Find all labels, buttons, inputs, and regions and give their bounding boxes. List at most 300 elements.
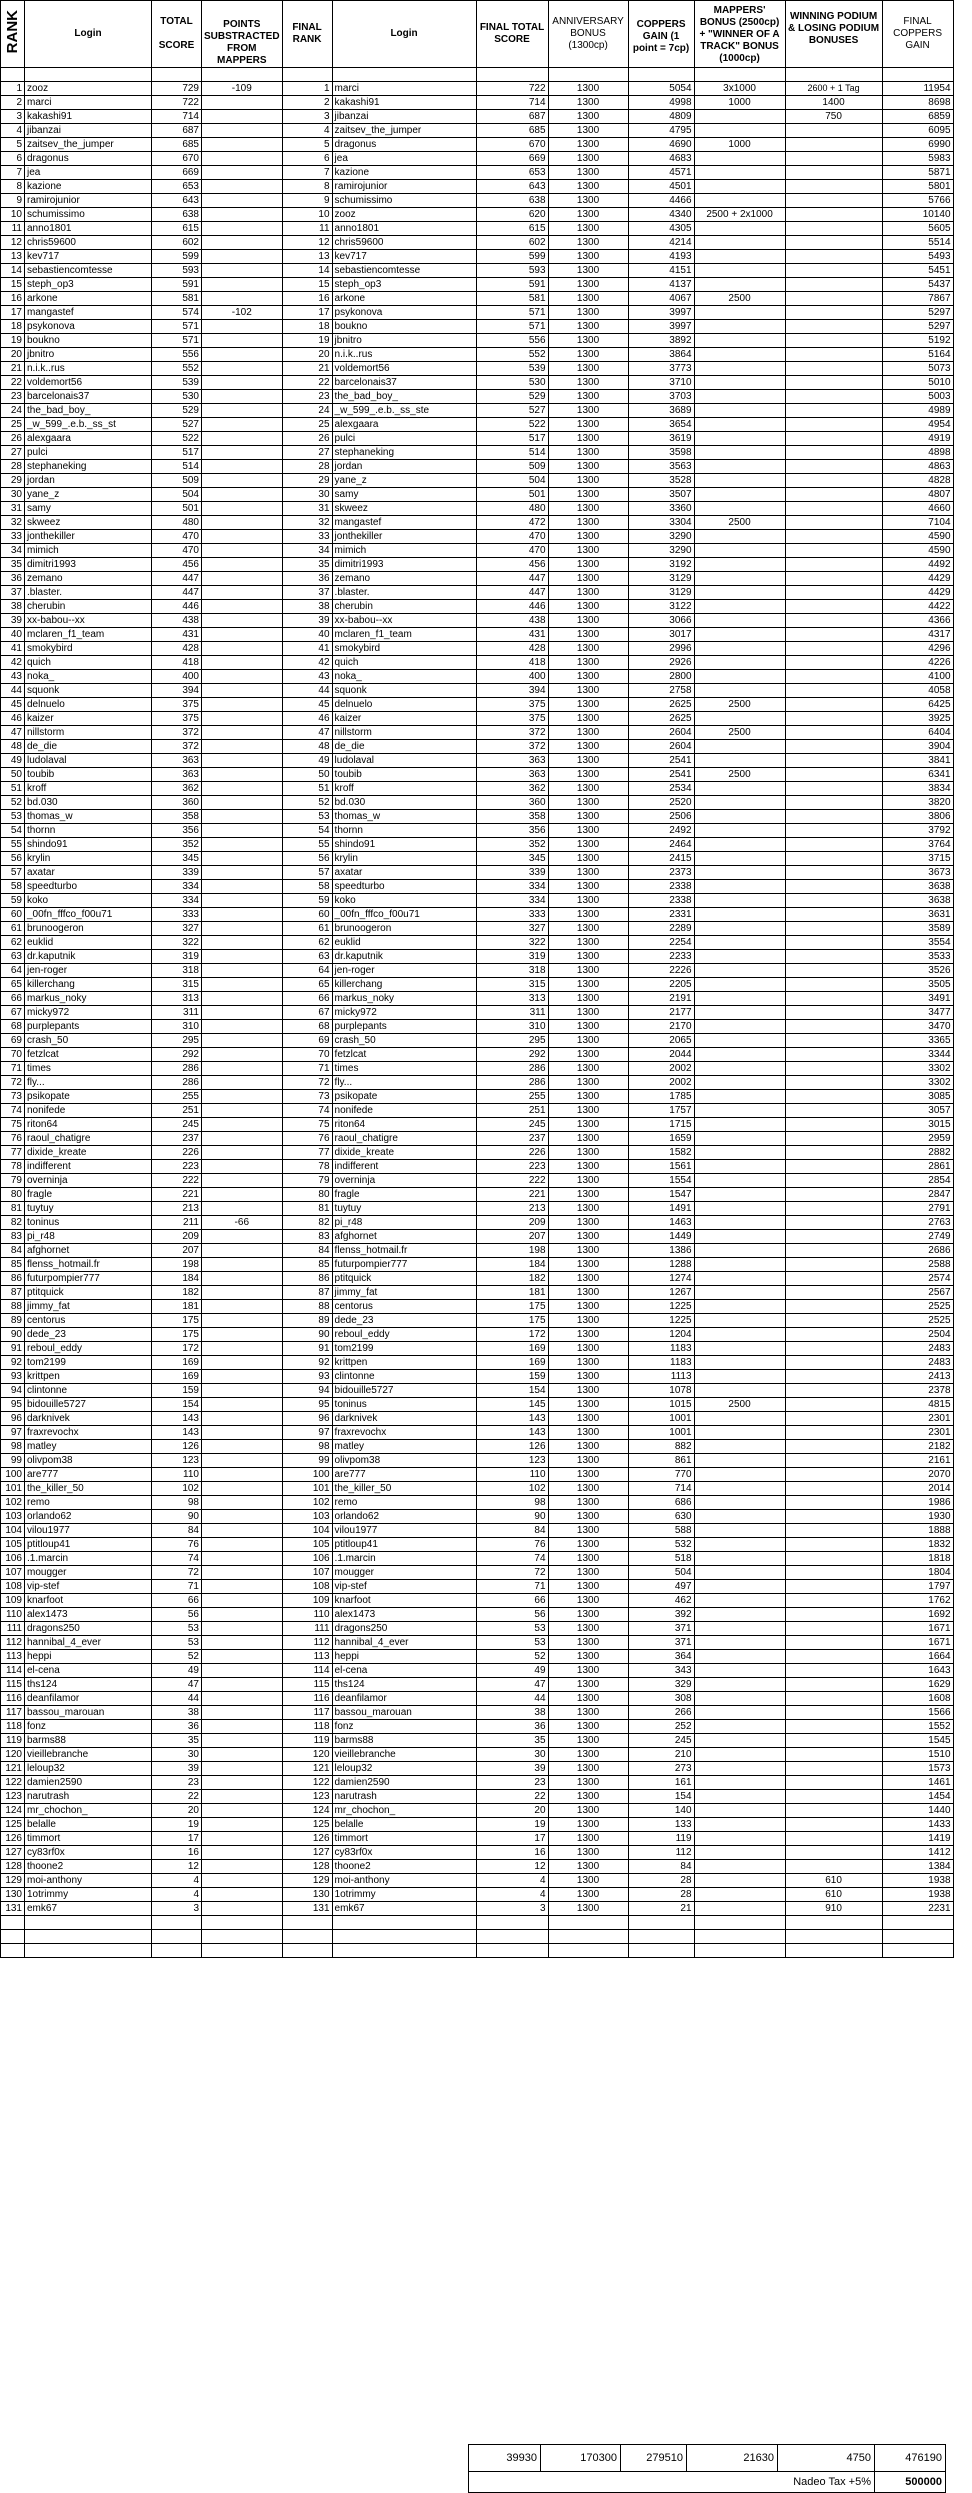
final-rank-cell: 13 [282, 250, 332, 264]
podium-bonus-cell [785, 544, 882, 558]
mappers-bonus-cell [694, 1370, 785, 1384]
mappers-bonus-cell [694, 1062, 785, 1076]
table-row [1, 1118, 954, 1132]
final-login-cell: thoone2 [332, 1860, 476, 1874]
podium-bonus-cell [785, 1594, 882, 1608]
login-cell: mimich [25, 544, 152, 558]
final-total-score-cell: 72 [476, 1566, 548, 1580]
anniversary-bonus-cell: 1300 [548, 1146, 628, 1160]
total-score-cell: 322 [152, 936, 202, 950]
anniversary-bonus-cell: 1300 [548, 432, 628, 446]
login-cell: fly... [25, 1076, 152, 1090]
final-rank-cell: 20 [282, 348, 332, 362]
points-subtracted-cell [202, 754, 283, 768]
coppers-gain-cell: 4151 [628, 264, 694, 278]
login-cell: delnuelo [25, 698, 152, 712]
rank-cell: 51 [1, 782, 25, 796]
podium-bonus-cell [785, 1552, 882, 1566]
final-rank-cell: 50 [282, 768, 332, 782]
final-coppers-gain-cell: 4422 [882, 600, 953, 614]
final-rank-cell: 106 [282, 1552, 332, 1566]
final-coppers-gain-cell: 4989 [882, 404, 953, 418]
table-row [1, 1146, 954, 1160]
rank-cell: 45 [1, 698, 25, 712]
final-coppers-gain-cell: 2301 [882, 1426, 953, 1440]
points-subtracted-cell [202, 1034, 283, 1048]
final-rank-cell: 39 [282, 614, 332, 628]
table-row [1, 684, 954, 698]
final-total-score-cell: 169 [476, 1342, 548, 1356]
coppers-gain-cell: 2604 [628, 726, 694, 740]
final-login-cell: fonz [332, 1720, 476, 1734]
table-row [1, 1902, 954, 1916]
mappers-bonus-cell [694, 1888, 785, 1902]
login-cell: marci [25, 96, 152, 110]
final-login-cell: quich [332, 656, 476, 670]
mappers-bonus-cell [694, 1762, 785, 1776]
total-score-cell: 71 [152, 1580, 202, 1594]
podium-bonus-cell [785, 292, 882, 306]
podium-bonus-cell [785, 1706, 882, 1720]
final-total-score-cell: 237 [476, 1132, 548, 1146]
total-score-cell: 44 [152, 1692, 202, 1706]
final-total-score-cell: 22 [476, 1790, 548, 1804]
total-score-cell: 517 [152, 446, 202, 460]
total-score-cell: 35 [152, 1734, 202, 1748]
final-total-score-cell: 198 [476, 1244, 548, 1258]
podium-bonus-cell [785, 796, 882, 810]
mappers-bonus-cell: 2500 [694, 768, 785, 782]
final-coppers-gain-cell: 4100 [882, 670, 953, 684]
coppers-gain-cell: 2604 [628, 740, 694, 754]
table-row [1, 1510, 954, 1524]
podium-bonus-cell [785, 1790, 882, 1804]
podium-bonus-cell [785, 460, 882, 474]
login-cell: _w_599_.e.b._ss_st [25, 418, 152, 432]
total-score-cell: 175 [152, 1328, 202, 1342]
points-subtracted-cell [202, 446, 283, 460]
rank-cell: 116 [1, 1692, 25, 1706]
final-total-score-cell: 286 [476, 1076, 548, 1090]
total-score-cell: 209 [152, 1230, 202, 1244]
total-score-cell: 245 [152, 1118, 202, 1132]
final-login-cell: jbnitro [332, 334, 476, 348]
final-total-score-cell: 529 [476, 390, 548, 404]
coppers-gain-cell: 2338 [628, 894, 694, 908]
table-row [1, 446, 954, 460]
anniversary-bonus-cell: 1300 [548, 1090, 628, 1104]
final-coppers-gain-cell: 4317 [882, 628, 953, 642]
rank-cell: 46 [1, 712, 25, 726]
final-rank-cell: 18 [282, 320, 332, 334]
login-cell: flenss_hotmail.fr [25, 1258, 152, 1272]
final-login-cell: axatar [332, 866, 476, 880]
mappers-bonus-cell [694, 1692, 785, 1706]
points-subtracted-cell [202, 712, 283, 726]
final-rank-cell: 51 [282, 782, 332, 796]
coppers-gain-cell: 161 [628, 1776, 694, 1790]
final-rank-cell: 110 [282, 1608, 332, 1622]
mappers-bonus-cell [694, 558, 785, 572]
coppers-gain-cell: 1267 [628, 1286, 694, 1300]
final-login-cell: bassou_marouan [332, 1706, 476, 1720]
rank-cell: 125 [1, 1818, 25, 1832]
mappers-bonus-cell [694, 1734, 785, 1748]
points-subtracted-cell [202, 1678, 283, 1692]
login-cell: thoone2 [25, 1860, 152, 1874]
login-cell: voldemort56 [25, 376, 152, 390]
anniversary-bonus-cell: 1300 [548, 698, 628, 712]
mappers-bonus-cell [694, 1356, 785, 1370]
rank-cell: 111 [1, 1622, 25, 1636]
points-subtracted-cell [202, 1748, 283, 1762]
final-total-score-cell: 23 [476, 1776, 548, 1790]
final-rank-cell: 90 [282, 1328, 332, 1342]
coppers-gain-cell: 1225 [628, 1314, 694, 1328]
final-coppers-gain-cell: 3792 [882, 824, 953, 838]
final-coppers-gain-cell: 1552 [882, 1720, 953, 1734]
table-row [1, 1454, 954, 1468]
final-coppers-gain-cell: 3638 [882, 880, 953, 894]
coppers-gain-cell: 1113 [628, 1370, 694, 1384]
total-score-cell: 670 [152, 152, 202, 166]
mappers-bonus-cell [694, 1454, 785, 1468]
points-subtracted-cell [202, 1594, 283, 1608]
total-score-cell: 20 [152, 1804, 202, 1818]
coppers-gain-cell: 4501 [628, 180, 694, 194]
podium-bonus-cell [785, 236, 882, 250]
final-total-score-cell: 102 [476, 1482, 548, 1496]
total-score-cell: 334 [152, 894, 202, 908]
anniversary-bonus-cell: 1300 [548, 1566, 628, 1580]
total-score-cell: 143 [152, 1426, 202, 1440]
login-cell: matley [25, 1440, 152, 1454]
rank-cell: 64 [1, 964, 25, 978]
coppers-gain-cell: 1547 [628, 1188, 694, 1202]
points-subtracted-cell [202, 1636, 283, 1650]
podium-bonus-cell [785, 1818, 882, 1832]
coppers-gain-cell: 2373 [628, 866, 694, 880]
anniversary-bonus-cell: 1300 [548, 824, 628, 838]
login-cell: dede_23 [25, 1328, 152, 1342]
login-cell: krylin [25, 852, 152, 866]
login-cell: chris59600 [25, 236, 152, 250]
final-total-score-cell: 599 [476, 250, 548, 264]
coppers-gain-cell: 4137 [628, 278, 694, 292]
coppers-gain-cell: 3563 [628, 460, 694, 474]
anniversary-bonus-cell: 1300 [548, 1048, 628, 1062]
anniversary-bonus-cell: 1300 [548, 1244, 628, 1258]
final-rank-cell: 32 [282, 516, 332, 530]
login-cell: afghornet [25, 1244, 152, 1258]
mappers-bonus-cell [694, 1608, 785, 1622]
rank-cell: 7 [1, 166, 25, 180]
final-total-score-cell: 213 [476, 1202, 548, 1216]
coppers-gain-cell: 3689 [628, 404, 694, 418]
final-coppers-gain-cell: 2504 [882, 1328, 953, 1342]
podium-bonus-cell: 750 [785, 110, 882, 124]
podium-bonus-cell [785, 1258, 882, 1272]
final-login-cell: koko [332, 894, 476, 908]
totals-table [468, 2444, 946, 2493]
points-subtracted-cell [202, 390, 283, 404]
final-total-score-cell: 35 [476, 1734, 548, 1748]
final-login-cell: arkone [332, 292, 476, 306]
final-total-score-cell: 431 [476, 628, 548, 642]
rank-cell: 48 [1, 740, 25, 754]
final-rank-cell: 109 [282, 1594, 332, 1608]
total-score-cell: 19 [152, 1818, 202, 1832]
podium-bonus-cell [785, 1230, 882, 1244]
empty-row [1, 1916, 954, 1930]
mappers-bonus-cell [694, 1720, 785, 1734]
podium-bonus-cell [785, 124, 882, 138]
table-row [1, 712, 954, 726]
points-subtracted-cell [202, 614, 283, 628]
anniversary-bonus-cell: 1300 [548, 1552, 628, 1566]
coppers-gain-cell: 140 [628, 1804, 694, 1818]
mappers-bonus-cell [694, 922, 785, 936]
final-total-score-cell: 638 [476, 194, 548, 208]
final-login-cell: vieillebranche [332, 1748, 476, 1762]
mappers-bonus-cell [694, 1384, 785, 1398]
rank-cell: 118 [1, 1720, 25, 1734]
podium-bonus-cell [785, 782, 882, 796]
anniversary-bonus-cell: 1300 [548, 334, 628, 348]
rank-cell: 13 [1, 250, 25, 264]
final-rank-cell: 19 [282, 334, 332, 348]
table-row [1, 1216, 954, 1230]
points-subtracted-cell [202, 642, 283, 656]
final-coppers-gain-cell: 5801 [882, 180, 953, 194]
login-cell: koko [25, 894, 152, 908]
rank-cell: 93 [1, 1370, 25, 1384]
anniversary-bonus-cell: 1300 [548, 1356, 628, 1370]
final-login-cell: tuytuy [332, 1202, 476, 1216]
table-row [1, 1496, 954, 1510]
anniversary-bonus-cell: 1300 [548, 712, 628, 726]
total-score-cell: 143 [152, 1412, 202, 1426]
anniversary-bonus-cell: 1300 [548, 684, 628, 698]
final-coppers-gain-cell: 5437 [882, 278, 953, 292]
table-row [1, 740, 954, 754]
mappers-bonus-cell [694, 614, 785, 628]
final-total-score-cell: 66 [476, 1594, 548, 1608]
mappers-bonus-cell [694, 1860, 785, 1874]
final-total-score-cell: 181 [476, 1286, 548, 1300]
total-score-cell: 470 [152, 530, 202, 544]
anniversary-bonus-cell: 1300 [548, 1720, 628, 1734]
final-login-cell: jen-roger [332, 964, 476, 978]
final-total-score-cell: 363 [476, 768, 548, 782]
final-rank-cell: 1 [282, 82, 332, 96]
total-score-cell: 38 [152, 1706, 202, 1720]
table-row [1, 1300, 954, 1314]
points-subtracted-cell [202, 1090, 283, 1104]
anniversary-bonus-cell: 1300 [548, 978, 628, 992]
points-subtracted-cell [202, 964, 283, 978]
final-rank-cell: 92 [282, 1356, 332, 1370]
total-score-cell: 334 [152, 880, 202, 894]
mappers-bonus-cell [694, 670, 785, 684]
total-score-cell: 222 [152, 1174, 202, 1188]
final-rank-cell: 44 [282, 684, 332, 698]
points-subtracted-cell [202, 978, 283, 992]
final-login-cell: flenss_hotmail.fr [332, 1244, 476, 1258]
table-row [1, 488, 954, 502]
rank-cell: 86 [1, 1272, 25, 1286]
final-coppers-gain-cell: 1832 [882, 1538, 953, 1552]
table-row [1, 1874, 954, 1888]
rank-cell: 74 [1, 1104, 25, 1118]
coppers-gain-cell: 3598 [628, 446, 694, 460]
final-rank-cell: 55 [282, 838, 332, 852]
final-coppers-gain-cell: 6404 [882, 726, 953, 740]
coppers-gain-cell: 4683 [628, 152, 694, 166]
table-row [1, 1328, 954, 1342]
podium-bonus-cell [785, 1118, 882, 1132]
total-score-cell: 400 [152, 670, 202, 684]
total-score-cell: 539 [152, 376, 202, 390]
final-login-cell: .blaster. [332, 586, 476, 600]
total-score-cell: 447 [152, 572, 202, 586]
login-cell: reboul_eddy [25, 1342, 152, 1356]
final-total-score-cell: 184 [476, 1258, 548, 1272]
login-cell: zemano [25, 572, 152, 586]
points-subtracted-cell [202, 278, 283, 292]
login-cell: deanfilamor [25, 1692, 152, 1706]
final-total-score-cell: 669 [476, 152, 548, 166]
final-login-cell: krylin [332, 852, 476, 866]
mappers-bonus-cell [694, 376, 785, 390]
total-coppers-gain: 279510 [621, 2445, 687, 2472]
anniversary-bonus-cell: 1300 [548, 1272, 628, 1286]
anniversary-bonus-cell: 1300 [548, 558, 628, 572]
table-row [1, 1230, 954, 1244]
coppers-gain-cell: 532 [628, 1538, 694, 1552]
anniversary-bonus-cell: 1300 [548, 194, 628, 208]
final-rank-cell: 41 [282, 642, 332, 656]
podium-bonus-cell [785, 1062, 882, 1076]
rank-cell: 120 [1, 1748, 25, 1762]
login-cell: emk67 [25, 1902, 152, 1916]
points-subtracted-cell [202, 334, 283, 348]
final-coppers-gain-cell: 3631 [882, 908, 953, 922]
final-rank-cell: 3 [282, 110, 332, 124]
rank-cell: 67 [1, 1006, 25, 1020]
login-cell: dr.kaputnik [25, 950, 152, 964]
points-subtracted-cell [202, 1440, 283, 1454]
login-cell: remo [25, 1496, 152, 1510]
table-row [1, 1202, 954, 1216]
login-cell: alex1473 [25, 1608, 152, 1622]
points-subtracted-cell [202, 1020, 283, 1034]
table-row [1, 1860, 954, 1874]
coppers-gain-cell: 2338 [628, 880, 694, 894]
table-row [1, 1160, 954, 1174]
rank-cell: 73 [1, 1090, 25, 1104]
final-login-cell: squonk [332, 684, 476, 698]
final-rank-cell: 17 [282, 306, 332, 320]
final-login-cell: vip-stef [332, 1580, 476, 1594]
coppers-gain-cell: 2534 [628, 782, 694, 796]
podium-bonus-cell [785, 376, 882, 390]
final-total-score-cell: 169 [476, 1356, 548, 1370]
table-row [1, 1384, 954, 1398]
login-cell: squonk [25, 684, 152, 698]
rank-cell: 127 [1, 1846, 25, 1860]
rank-cell: 82 [1, 1216, 25, 1230]
podium-bonus-cell [785, 1860, 882, 1874]
login-cell: dimitri1993 [25, 558, 152, 572]
final-rank-cell: 36 [282, 572, 332, 586]
final-coppers-gain-cell: 1608 [882, 1692, 953, 1706]
total-score-cell: 182 [152, 1286, 202, 1300]
anniversary-bonus-cell: 1300 [548, 1328, 628, 1342]
mappers-bonus-cell [694, 1048, 785, 1062]
mappers-bonus-cell [694, 866, 785, 880]
total-score-cell: 292 [152, 1048, 202, 1062]
final-login-cell: cherubin [332, 600, 476, 614]
mappers-bonus-cell [694, 1496, 785, 1510]
podium-bonus-cell [785, 1678, 882, 1692]
anniversary-bonus-cell: 1300 [548, 670, 628, 684]
mappers-bonus-cell [694, 1216, 785, 1230]
final-login-cell: sebastiencomtesse [332, 264, 476, 278]
final-coppers-gain-cell: 4590 [882, 544, 953, 558]
login-cell: ptitquick [25, 1286, 152, 1300]
podium-bonus-cell [785, 880, 882, 894]
podium-bonus-cell [785, 1440, 882, 1454]
table-row [1, 544, 954, 558]
points-subtracted-cell [202, 1146, 283, 1160]
final-rank-cell: 16 [282, 292, 332, 306]
rank-cell: 70 [1, 1048, 25, 1062]
rank-cell: 38 [1, 600, 25, 614]
table-row [1, 1132, 954, 1146]
login-cell: nonifede [25, 1104, 152, 1118]
podium-bonus-cell [785, 572, 882, 586]
final-total-score-cell: 539 [476, 362, 548, 376]
coppers-gain-cell: 3507 [628, 488, 694, 502]
final-rank-cell: 91 [282, 1342, 332, 1356]
total-anniversary: 170300 [541, 2445, 621, 2472]
podium-bonus-cell [785, 1412, 882, 1426]
points-subtracted-cell [202, 1818, 283, 1832]
table-row [1, 250, 954, 264]
rank-cell: 126 [1, 1832, 25, 1846]
rank-cell: 71 [1, 1062, 25, 1076]
final-coppers-gain-cell: 2161 [882, 1454, 953, 1468]
login-cell: de_die [25, 740, 152, 754]
anniversary-bonus-cell: 1300 [548, 1160, 628, 1174]
coppers-gain-cell: 1715 [628, 1118, 694, 1132]
anniversary-bonus-cell: 1300 [548, 1594, 628, 1608]
login-cell: el-cena [25, 1664, 152, 1678]
final-rank-cell: 116 [282, 1692, 332, 1706]
points-subtracted-cell [202, 1734, 283, 1748]
podium-bonus-cell [785, 264, 882, 278]
col-coppers-gain: COPPERS GAIN (1 point = 7cp) [628, 1, 694, 68]
podium-bonus-cell [785, 1328, 882, 1342]
points-subtracted-cell [202, 1874, 283, 1888]
final-coppers-gain-cell: 1545 [882, 1734, 953, 1748]
login-cell: n.i.k..rus [25, 362, 152, 376]
anniversary-bonus-cell: 1300 [548, 1818, 628, 1832]
coppers-gain-cell: 273 [628, 1762, 694, 1776]
anniversary-bonus-cell: 1300 [548, 1412, 628, 1426]
table-row [1, 1076, 954, 1090]
